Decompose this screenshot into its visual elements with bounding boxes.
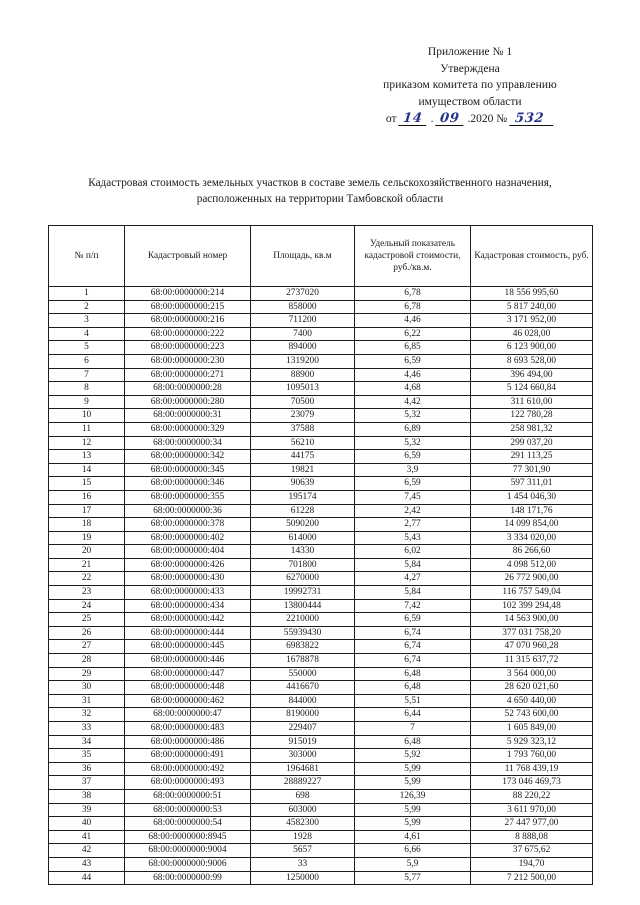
cell-cadastral-number: 68:00:0000000:329 bbox=[125, 422, 251, 436]
cell-rate: 6,48 bbox=[355, 735, 471, 749]
cell-num: 19 bbox=[49, 531, 125, 545]
cell-cadastral-number: 68:00:0000000:355 bbox=[125, 490, 251, 504]
handwritten-order-number: 532 bbox=[509, 112, 554, 126]
cell-cadastral-number: 68:00:0000000:36 bbox=[125, 504, 251, 518]
cell-num: 1 bbox=[49, 287, 125, 301]
cell-rate: 5,84 bbox=[355, 586, 471, 600]
cell-area: 5657 bbox=[251, 844, 355, 858]
approval-block bbox=[330, 44, 610, 128]
cell-area: 2737020 bbox=[251, 287, 355, 301]
table-row bbox=[49, 518, 593, 532]
column-header-rate: Удельный показатель кадастровой стоимости, руб./кв.м. bbox=[355, 226, 471, 287]
table-row bbox=[49, 368, 593, 382]
cell-cost: 396 494,00 bbox=[471, 368, 593, 382]
cell-cost: 194,70 bbox=[471, 857, 593, 871]
cell-rate: 6,59 bbox=[355, 477, 471, 491]
cell-rate: 5,32 bbox=[355, 436, 471, 450]
cell-rate: 4,42 bbox=[355, 395, 471, 409]
table-row bbox=[49, 654, 593, 668]
cell-rate: 2,77 bbox=[355, 518, 471, 532]
table-row bbox=[49, 477, 593, 491]
cell-num: 32 bbox=[49, 708, 125, 722]
cell-num: 26 bbox=[49, 626, 125, 640]
cell-num: 17 bbox=[49, 504, 125, 518]
cell-cadastral-number: 68:00:0000000:222 bbox=[125, 327, 251, 341]
cell-cost: 18 556 995,60 bbox=[471, 287, 593, 301]
table-row bbox=[49, 830, 593, 844]
cell-num: 42 bbox=[49, 844, 125, 858]
cell-num: 37 bbox=[49, 776, 125, 790]
cell-cost: 3 611 970,00 bbox=[471, 803, 593, 817]
cell-cadastral-number: 68:00:0000000:51 bbox=[125, 789, 251, 803]
table-row bbox=[49, 300, 593, 314]
table-row bbox=[49, 599, 593, 613]
table-row bbox=[49, 762, 593, 776]
cell-cadastral-number: 68:00:0000000:216 bbox=[125, 314, 251, 328]
cell-area: 28889227 bbox=[251, 776, 355, 790]
table-row bbox=[49, 586, 593, 600]
table-row bbox=[49, 531, 593, 545]
cell-num: 10 bbox=[49, 409, 125, 423]
cell-area: 603000 bbox=[251, 803, 355, 817]
cell-cadastral-number: 68:00:0000000:444 bbox=[125, 626, 251, 640]
cell-area: 698 bbox=[251, 789, 355, 803]
cell-rate: 5,9 bbox=[355, 857, 471, 871]
cell-area: 90639 bbox=[251, 477, 355, 491]
cell-area: 1678878 bbox=[251, 654, 355, 668]
cell-num: 18 bbox=[49, 518, 125, 532]
cell-rate: 6,48 bbox=[355, 681, 471, 695]
cell-num: 40 bbox=[49, 817, 125, 831]
cell-cadastral-number: 68:00:0000000:462 bbox=[125, 694, 251, 708]
cell-num: 5 bbox=[49, 341, 125, 355]
cell-cadastral-number: 68:00:0000000:345 bbox=[125, 463, 251, 477]
cell-cost: 8 693 528,00 bbox=[471, 354, 593, 368]
cell-area: 14330 bbox=[251, 545, 355, 559]
cell-cost: 77 301,90 bbox=[471, 463, 593, 477]
cell-cost: 3 564 000,00 bbox=[471, 667, 593, 681]
table-row bbox=[49, 681, 593, 695]
cell-area: 1928 bbox=[251, 830, 355, 844]
cell-rate: 4,61 bbox=[355, 830, 471, 844]
cell-num: 11 bbox=[49, 422, 125, 436]
cell-num: 16 bbox=[49, 490, 125, 504]
table-row bbox=[49, 817, 593, 831]
table-row bbox=[49, 803, 593, 817]
cell-num: 41 bbox=[49, 830, 125, 844]
cell-num: 25 bbox=[49, 613, 125, 627]
cell-num: 3 bbox=[49, 314, 125, 328]
cell-num: 28 bbox=[49, 654, 125, 668]
cell-area: 5090200 bbox=[251, 518, 355, 532]
cell-cost: 291 113,25 bbox=[471, 450, 593, 464]
cell-rate: 6,02 bbox=[355, 545, 471, 559]
column-header-cadastral-number: Кадастровый номер bbox=[125, 226, 251, 287]
column-header-area: Площадь, кв.м bbox=[251, 226, 355, 287]
approval-line-4: имуществом области bbox=[418, 95, 522, 108]
column-header-num: № п/п bbox=[49, 226, 125, 287]
cell-area: 195174 bbox=[251, 490, 355, 504]
cell-cadastral-number: 68:00:0000000:378 bbox=[125, 518, 251, 532]
cell-cadastral-number: 68:00:0000000:54 bbox=[125, 817, 251, 831]
cell-cost: 4 098 512,00 bbox=[471, 558, 593, 572]
cell-cost: 4 650 440,00 bbox=[471, 694, 593, 708]
table-row bbox=[49, 327, 593, 341]
cell-area: 4416670 bbox=[251, 681, 355, 695]
cell-num: 30 bbox=[49, 681, 125, 695]
table-row bbox=[49, 572, 593, 586]
cell-cost: 1 793 760,00 bbox=[471, 749, 593, 763]
cell-num: 38 bbox=[49, 789, 125, 803]
table-row bbox=[49, 490, 593, 504]
cell-cost: 299 037,20 bbox=[471, 436, 593, 450]
cell-rate: 7 bbox=[355, 722, 471, 736]
table-body bbox=[49, 287, 593, 885]
cell-cadastral-number: 68:00:0000000:402 bbox=[125, 531, 251, 545]
table-row bbox=[49, 463, 593, 477]
cell-rate: 6,85 bbox=[355, 341, 471, 355]
cell-cost: 86 266,60 bbox=[471, 545, 593, 559]
cell-area: 55939430 bbox=[251, 626, 355, 640]
cell-area: 6270000 bbox=[251, 572, 355, 586]
cell-cost: 28 620 021,60 bbox=[471, 681, 593, 695]
cell-num: 14 bbox=[49, 463, 125, 477]
cell-num: 36 bbox=[49, 762, 125, 776]
cell-rate: 4,46 bbox=[355, 368, 471, 382]
table-row bbox=[49, 694, 593, 708]
cell-rate: 5,99 bbox=[355, 762, 471, 776]
table-header bbox=[49, 226, 593, 287]
cell-area: 614000 bbox=[251, 531, 355, 545]
cell-area: 44175 bbox=[251, 450, 355, 464]
cell-cadastral-number: 68:00:0000000:483 bbox=[125, 722, 251, 736]
cell-num: 21 bbox=[49, 558, 125, 572]
cell-num: 6 bbox=[49, 354, 125, 368]
cell-area: 4582300 bbox=[251, 817, 355, 831]
cell-cadastral-number: 68:00:0000000:404 bbox=[125, 545, 251, 559]
cell-cadastral-number: 68:00:0000000:445 bbox=[125, 640, 251, 654]
approval-line-3: приказом комитета по управлению bbox=[383, 79, 557, 91]
table-row bbox=[49, 354, 593, 368]
date-year-label: .2020 № bbox=[467, 113, 508, 125]
cell-cost: 311 610,00 bbox=[471, 395, 593, 409]
cell-cost: 1 605 849,00 bbox=[471, 722, 593, 736]
cell-area: 19992731 bbox=[251, 586, 355, 600]
table-row bbox=[49, 844, 593, 858]
cell-cost: 8 888,08 bbox=[471, 830, 593, 844]
page-title-line-2: расположенных на территории Тамбовской области bbox=[196, 193, 444, 205]
table-row bbox=[49, 558, 593, 572]
cell-area: 229407 bbox=[251, 722, 355, 736]
table-row bbox=[49, 287, 593, 301]
cell-rate: 5,32 bbox=[355, 409, 471, 423]
page-title bbox=[46, 175, 594, 207]
cell-area: 6983822 bbox=[251, 640, 355, 654]
cell-area: 8190000 bbox=[251, 708, 355, 722]
date-prefix-label: от bbox=[385, 113, 397, 125]
cell-area: 1964681 bbox=[251, 762, 355, 776]
cell-cadastral-number: 68:00:0000000:447 bbox=[125, 667, 251, 681]
cell-area: 550000 bbox=[251, 667, 355, 681]
cell-num: 44 bbox=[49, 871, 125, 885]
cell-area: 37588 bbox=[251, 422, 355, 436]
table-row bbox=[49, 708, 593, 722]
cell-rate: 5,99 bbox=[355, 803, 471, 817]
table-row bbox=[49, 545, 593, 559]
cell-rate: 6,74 bbox=[355, 654, 471, 668]
cell-cost: 3 334 020,00 bbox=[471, 531, 593, 545]
cell-rate: 6,22 bbox=[355, 327, 471, 341]
cell-cadastral-number: 68:00:0000000:442 bbox=[125, 613, 251, 627]
cell-rate: 6,48 bbox=[355, 667, 471, 681]
cell-cost: 47 070 960,28 bbox=[471, 640, 593, 654]
handwritten-day: 14 bbox=[399, 112, 429, 126]
cell-area: 70500 bbox=[251, 395, 355, 409]
cell-cadastral-number: 68:00:0000000:271 bbox=[125, 368, 251, 382]
table-row bbox=[49, 436, 593, 450]
table-row bbox=[49, 613, 593, 627]
cell-rate: 6,89 bbox=[355, 422, 471, 436]
cell-area: 88900 bbox=[251, 368, 355, 382]
cell-rate: 6,74 bbox=[355, 626, 471, 640]
cell-cost: 116 757 549,04 bbox=[471, 586, 593, 600]
table-row bbox=[49, 504, 593, 518]
cell-rate: 6,66 bbox=[355, 844, 471, 858]
cell-rate: 6,59 bbox=[355, 613, 471, 627]
cell-num: 2 bbox=[49, 300, 125, 314]
table-row bbox=[49, 789, 593, 803]
cell-cadastral-number: 68:00:0000000:223 bbox=[125, 341, 251, 355]
cell-cost: 46 028,00 bbox=[471, 327, 593, 341]
cell-cost: 27 447 977,00 bbox=[471, 817, 593, 831]
table-row bbox=[49, 640, 593, 654]
cell-num: 13 bbox=[49, 450, 125, 464]
cell-cadastral-number: 68:00:0000000:47 bbox=[125, 708, 251, 722]
cell-rate: 6,74 bbox=[355, 640, 471, 654]
cell-rate: 6,78 bbox=[355, 300, 471, 314]
cell-cost: 102 399 294,48 bbox=[471, 599, 593, 613]
order-date-line bbox=[330, 111, 610, 128]
cell-cadastral-number: 68:00:0000000:346 bbox=[125, 477, 251, 491]
cell-cost: 37 675,62 bbox=[471, 844, 593, 858]
cell-cadastral-number: 68:00:0000000:214 bbox=[125, 287, 251, 301]
cell-cost: 11 315 637,72 bbox=[471, 654, 593, 668]
table-row bbox=[49, 314, 593, 328]
cell-num: 4 bbox=[49, 327, 125, 341]
cell-cadastral-number: 68:00:0000000:99 bbox=[125, 871, 251, 885]
cell-cadastral-number: 68:00:0000000:492 bbox=[125, 762, 251, 776]
table-row bbox=[49, 395, 593, 409]
cell-cost: 148 171,76 bbox=[471, 504, 593, 518]
cell-cost: 52 743 600,00 bbox=[471, 708, 593, 722]
cell-cost: 597 311,01 bbox=[471, 477, 593, 491]
cell-rate: 4,27 bbox=[355, 572, 471, 586]
cell-rate: 5,92 bbox=[355, 749, 471, 763]
cell-rate: 6,44 bbox=[355, 708, 471, 722]
cell-rate: 5,51 bbox=[355, 694, 471, 708]
table-row bbox=[49, 776, 593, 790]
cell-rate: 5,84 bbox=[355, 558, 471, 572]
cell-cost: 11 768 439,19 bbox=[471, 762, 593, 776]
cell-cadastral-number: 68:00:0000000:486 bbox=[125, 735, 251, 749]
cell-rate: 6,59 bbox=[355, 354, 471, 368]
cell-area: 7400 bbox=[251, 327, 355, 341]
cell-rate: 126,39 bbox=[355, 789, 471, 803]
cell-num: 39 bbox=[49, 803, 125, 817]
table-row bbox=[49, 341, 593, 355]
cell-num: 35 bbox=[49, 749, 125, 763]
cell-area: 303000 bbox=[251, 749, 355, 763]
cell-num: 15 bbox=[49, 477, 125, 491]
cell-cadastral-number: 68:00:0000000:34 bbox=[125, 436, 251, 450]
cell-cadastral-number: 68:00:0000000:28 bbox=[125, 382, 251, 396]
cell-num: 22 bbox=[49, 572, 125, 586]
cell-cadastral-number: 68:00:0000000:8945 bbox=[125, 830, 251, 844]
cell-cadastral-number: 68:00:0000000:53 bbox=[125, 803, 251, 817]
cell-cadastral-number: 68:00:0000000:31 bbox=[125, 409, 251, 423]
cell-cost: 5 124 660,84 bbox=[471, 382, 593, 396]
cell-cost: 14 563 900,00 bbox=[471, 613, 593, 627]
table-row bbox=[49, 735, 593, 749]
table-row bbox=[49, 857, 593, 871]
table-row bbox=[49, 722, 593, 736]
cell-cadastral-number: 68:00:0000000:9004 bbox=[125, 844, 251, 858]
cell-cost: 258 981,32 bbox=[471, 422, 593, 436]
cell-cadastral-number: 68:00:0000000:230 bbox=[125, 354, 251, 368]
cell-cadastral-number: 68:00:0000000:493 bbox=[125, 776, 251, 790]
cell-area: 701800 bbox=[251, 558, 355, 572]
cell-area: 33 bbox=[251, 857, 355, 871]
table-row bbox=[49, 422, 593, 436]
cell-cadastral-number: 68:00:0000000:215 bbox=[125, 300, 251, 314]
cell-rate: 6,78 bbox=[355, 287, 471, 301]
cell-cadastral-number: 68:00:0000000:491 bbox=[125, 749, 251, 763]
table-row bbox=[49, 871, 593, 885]
table-row bbox=[49, 667, 593, 681]
cell-cost: 14 099 854,00 bbox=[471, 518, 593, 532]
cell-rate: 6,59 bbox=[355, 450, 471, 464]
approval-line-2: Утверждена bbox=[440, 62, 500, 75]
cell-area: 61228 bbox=[251, 504, 355, 518]
cell-area: 1319200 bbox=[251, 354, 355, 368]
page-title-line-1: Кадастровая стоимость земельных участков в составе земель сельскохозяйственного назначения, bbox=[88, 177, 552, 189]
cell-cadastral-number: 68:00:0000000:448 bbox=[125, 681, 251, 695]
cell-rate: 7,42 bbox=[355, 599, 471, 613]
cell-num: 7 bbox=[49, 368, 125, 382]
table-row bbox=[49, 382, 593, 396]
cell-area: 858000 bbox=[251, 300, 355, 314]
cell-area: 1250000 bbox=[251, 871, 355, 885]
cell-rate: 2,42 bbox=[355, 504, 471, 518]
cell-cadastral-number: 68:00:0000000:433 bbox=[125, 586, 251, 600]
cell-area: 56210 bbox=[251, 436, 355, 450]
cell-rate: 7,45 bbox=[355, 490, 471, 504]
cell-cadastral-number: 68:00:0000000:280 bbox=[125, 395, 251, 409]
cell-cadastral-number: 68:00:0000000:426 bbox=[125, 558, 251, 572]
cell-cost: 7 212 500,00 bbox=[471, 871, 593, 885]
cell-num: 33 bbox=[49, 722, 125, 736]
cell-num: 20 bbox=[49, 545, 125, 559]
cell-rate: 5,99 bbox=[355, 817, 471, 831]
cell-cadastral-number: 68:00:0000000:430 bbox=[125, 572, 251, 586]
cell-cadastral-number: 68:00:0000000:9006 bbox=[125, 857, 251, 871]
cell-num: 31 bbox=[49, 694, 125, 708]
cadastre-table-wrapper bbox=[48, 225, 592, 885]
cell-area: 844000 bbox=[251, 694, 355, 708]
cell-cost: 122 780,28 bbox=[471, 409, 593, 423]
cell-area: 23079 bbox=[251, 409, 355, 423]
table-row bbox=[49, 450, 593, 464]
date-dot-1: . bbox=[430, 113, 434, 125]
cell-rate: 5,43 bbox=[355, 531, 471, 545]
cell-rate: 5,77 bbox=[355, 871, 471, 885]
column-header-cost: Кадастровая стоимость, руб. bbox=[471, 226, 593, 287]
cell-cost: 26 772 900,00 bbox=[471, 572, 593, 586]
cell-area: 915019 bbox=[251, 735, 355, 749]
cell-num: 29 bbox=[49, 667, 125, 681]
cell-area: 19821 bbox=[251, 463, 355, 477]
cell-num: 23 bbox=[49, 586, 125, 600]
cell-cost: 173 046 469,73 bbox=[471, 776, 593, 790]
cadastre-table bbox=[48, 225, 593, 885]
cell-num: 8 bbox=[49, 382, 125, 396]
cell-cost: 377 031 758,20 bbox=[471, 626, 593, 640]
cell-area: 1095013 bbox=[251, 382, 355, 396]
cell-rate: 3,9 bbox=[355, 463, 471, 477]
handwritten-month: 09 bbox=[436, 112, 466, 126]
cell-area: 894000 bbox=[251, 341, 355, 355]
cell-area: 2210000 bbox=[251, 613, 355, 627]
cell-num: 9 bbox=[49, 395, 125, 409]
cell-num: 43 bbox=[49, 857, 125, 871]
table-row bbox=[49, 626, 593, 640]
cell-cadastral-number: 68:00:0000000:446 bbox=[125, 654, 251, 668]
cell-num: 34 bbox=[49, 735, 125, 749]
cell-area: 711200 bbox=[251, 314, 355, 328]
cell-num: 27 bbox=[49, 640, 125, 654]
cell-cost: 6 123 900,00 bbox=[471, 341, 593, 355]
cell-num: 12 bbox=[49, 436, 125, 450]
cell-cost: 5 817 240,00 bbox=[471, 300, 593, 314]
cell-cost: 3 171 952,00 bbox=[471, 314, 593, 328]
cell-rate: 4,68 bbox=[355, 382, 471, 396]
cell-area: 13800444 bbox=[251, 599, 355, 613]
table-row bbox=[49, 409, 593, 423]
table-row bbox=[49, 749, 593, 763]
approval-line-1: Приложение № 1 bbox=[427, 46, 513, 58]
cell-cost: 1 454 046,30 bbox=[471, 490, 593, 504]
cell-rate: 4,46 bbox=[355, 314, 471, 328]
cell-cadastral-number: 68:00:0000000:342 bbox=[125, 450, 251, 464]
cell-cost: 88 220,22 bbox=[471, 789, 593, 803]
cell-cadastral-number: 68:00:0000000:434 bbox=[125, 599, 251, 613]
table-header-row bbox=[49, 226, 593, 287]
cell-rate: 5,99 bbox=[355, 776, 471, 790]
cell-cost: 5 929 323,12 bbox=[471, 735, 593, 749]
cell-num: 24 bbox=[49, 599, 125, 613]
